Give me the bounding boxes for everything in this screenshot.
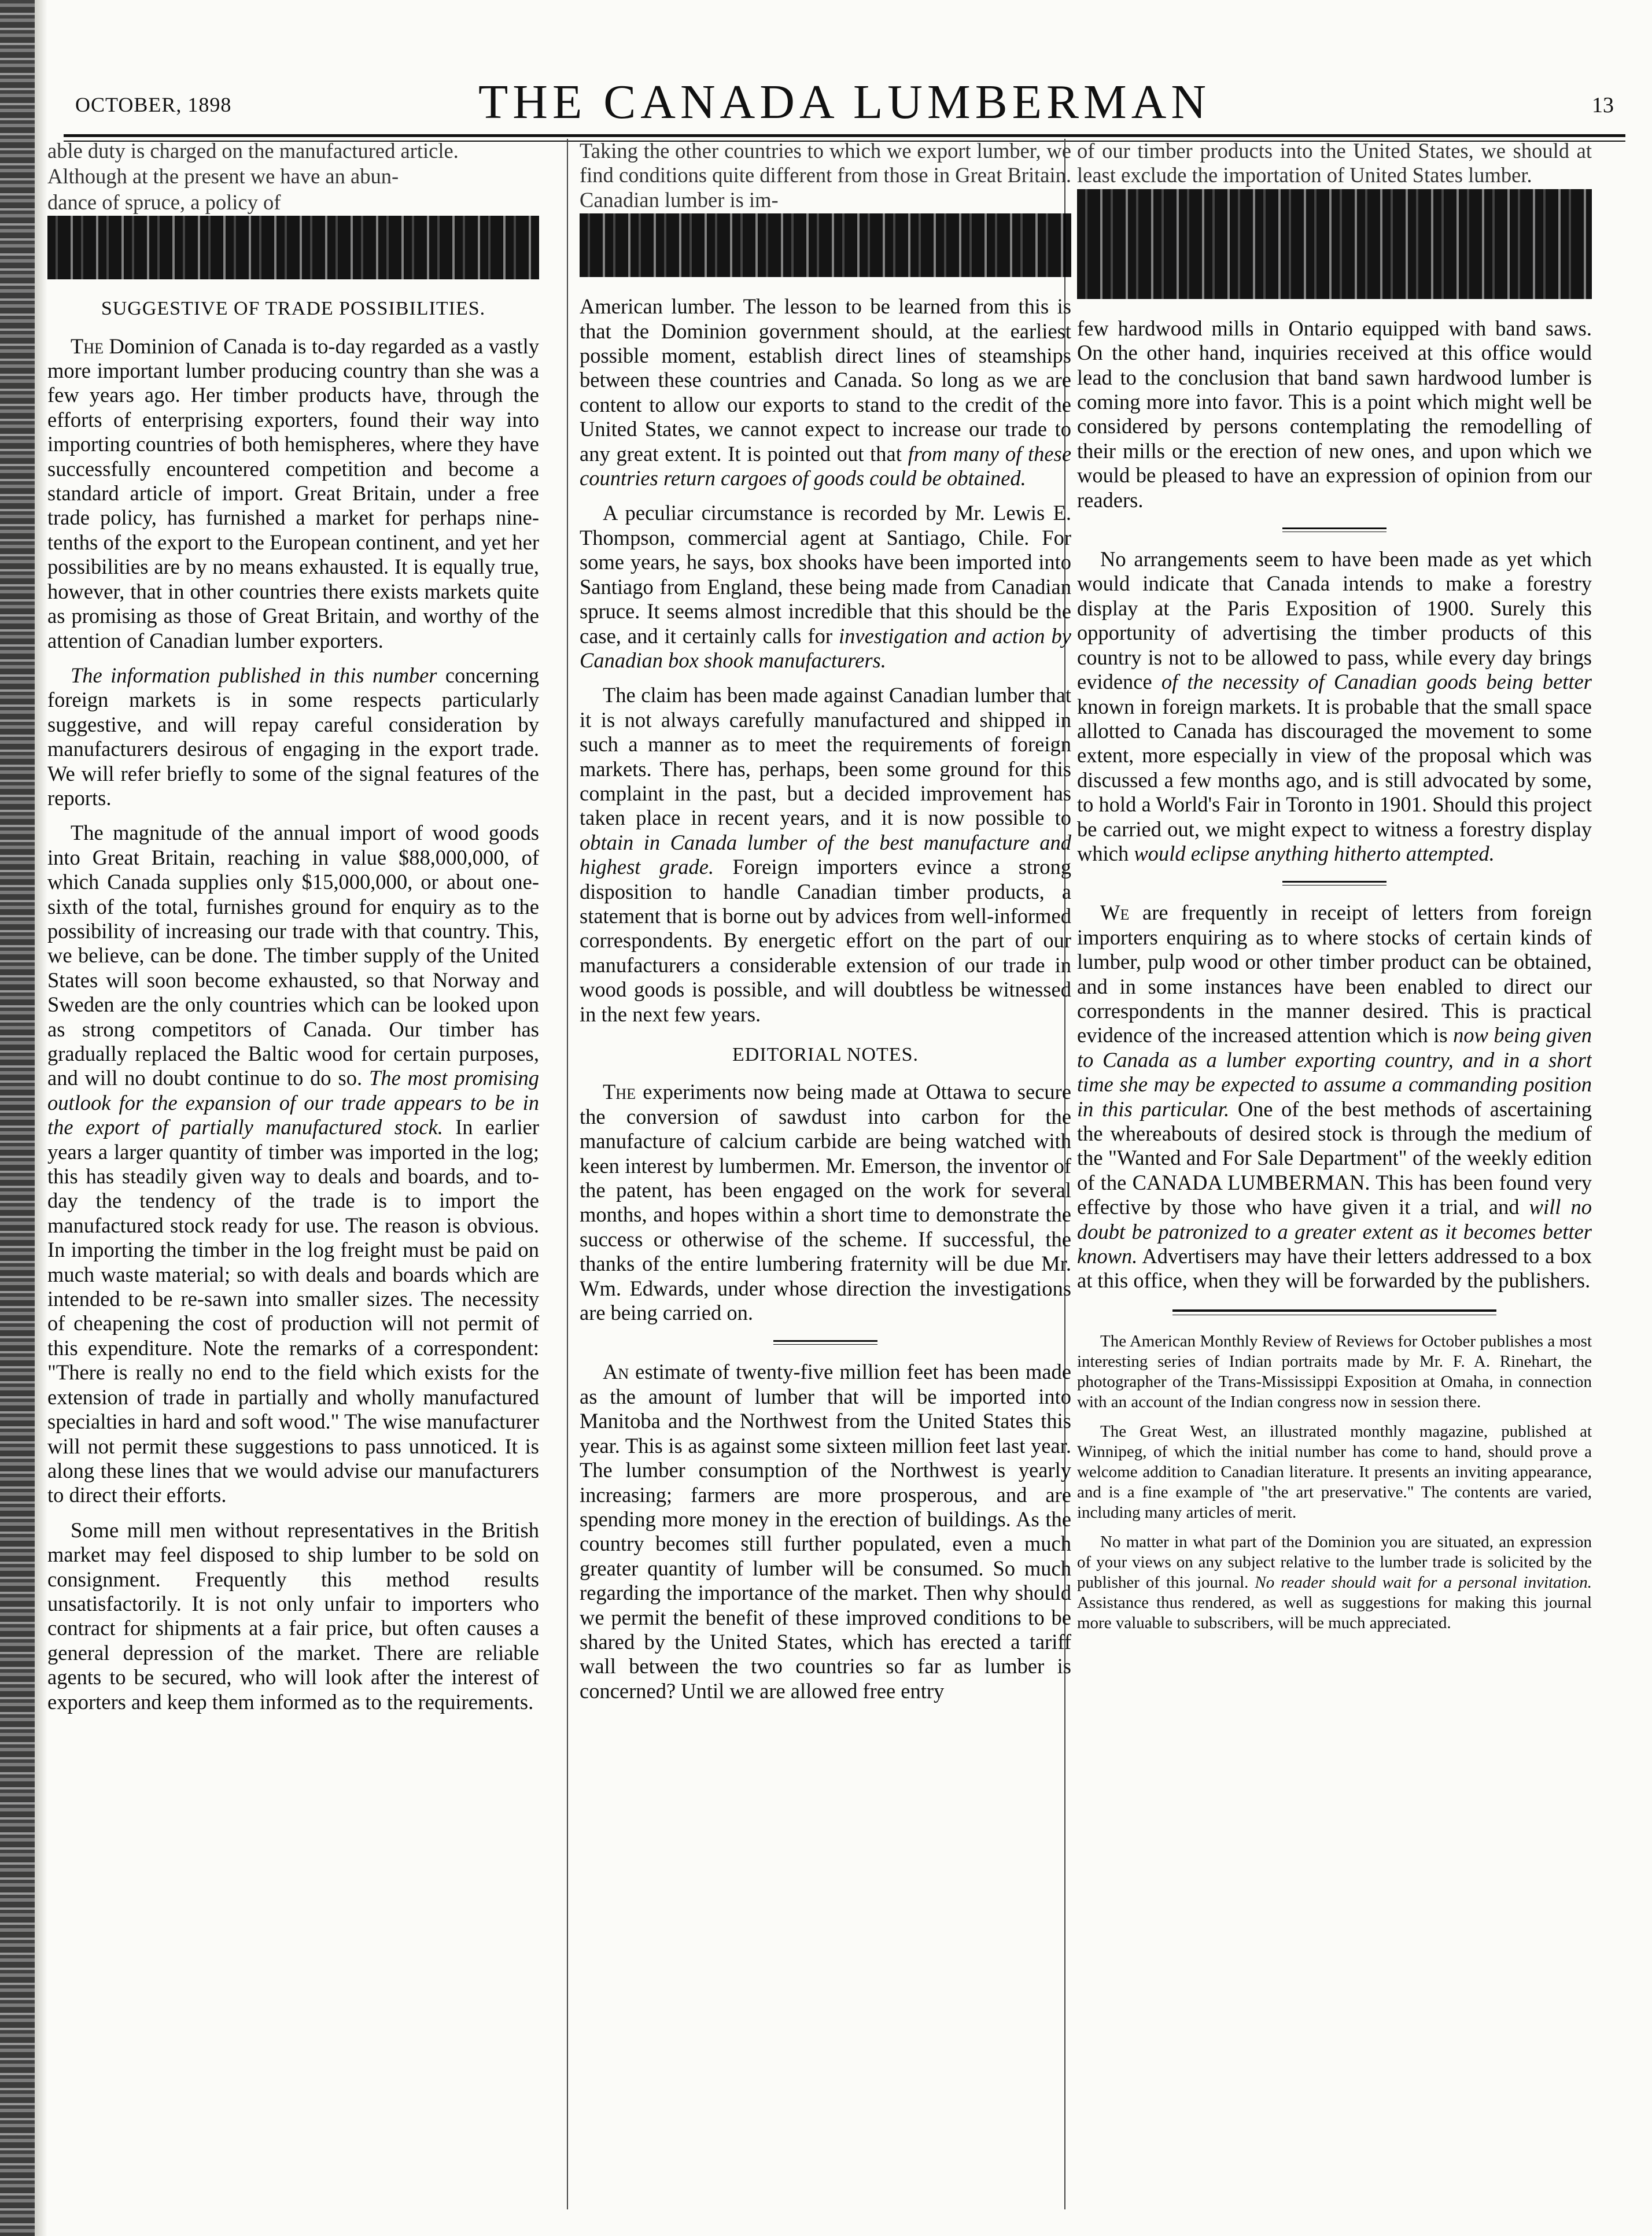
italic-text: obtain in Canada lumber of the best manufacture and highest grade. xyxy=(580,830,1071,879)
page-number: 13 xyxy=(1592,93,1614,117)
italic-text: from many of these countries return cargoes of goods could be obtained. xyxy=(580,441,1071,490)
paragraph xyxy=(47,334,539,653)
binding-shadow xyxy=(35,0,47,2236)
newspaper-title: THE CANADA LUMBERMAN xyxy=(478,75,1211,129)
paragraph-text: The Great West, an illustrated monthly magazine, published at Winnipeg, of which the initial number has come to hand, should prove a welcome addition to Canadian literature. It presents an inviting appearance, and is a fine example of "the art preservative." The contents are varied, including many articles of merit. xyxy=(1077,1422,1592,1522)
section-separator xyxy=(1172,1309,1496,1315)
italic-text: now being given to Canada as a lumber exporting country, and in a short time she may be expected to assume a commanding position in this particular. xyxy=(1077,1023,1592,1121)
continued-fragment: able duty is charged on the manufactured article. xyxy=(47,139,459,163)
section-separator xyxy=(773,1340,877,1345)
column-1 xyxy=(47,139,539,2198)
brief-notes xyxy=(1077,1331,1592,1633)
section-separator xyxy=(1282,881,1387,885)
paragraph-text: One of the best methods of ascertaining the whereabouts of desired stock is through the medium of the "Wanted and For Sale Department" of the weekly edition of the CANADA LUMBERMAN. This has been found very effective by those who have given it a trial, and xyxy=(1077,1097,1592,1219)
continued-fragment: of our timber products into the United States, we should at least exclude the importation of United States lumber. xyxy=(1077,139,1592,187)
italic-text: The information published in this number xyxy=(71,663,437,687)
paragraph xyxy=(1077,547,1592,866)
damaged-print-area xyxy=(580,213,1071,277)
section-title: SUGGESTIVE OF TRADE POSSIBILITIES. xyxy=(101,298,486,320)
issue-date: OCTOBER, 1898 xyxy=(75,93,232,116)
paragraph-text: In earlier years a larger quantity of timber was imported in the log; this has steadily given way to deals and boards, and to-day the tendency of the trade is to import the manufactured stock ready for use. The reason is obvious. In importing the timber in the log freight must be paid on much waste material; so with deals and boards which are intended to be re-sawn into smaller sizes. The necessity of cheapening the cost of production will not permit of this expenditure. Note the remarks of a correspondent: "There is really no end to the field which exists for the extension of trade in partially and wholly manufactured specialties in hard and soft wood." The wise manufacturer will not permit these suggestions to pass unnoticed. It is along these lines that we would advise our manufacturers to direct their efforts. xyxy=(47,1115,539,1507)
paragraph-text: Foreign importers evince a strong disposition to handle Canadian timber products, a statement that is borne out by advices from well-informed correspondents. By energetic effort on the part of our manufacturers a considerable extension of our trade in wood goods is possible, and will doubtless be witnessed in the next few years. xyxy=(580,855,1071,1026)
paragraph-text: Advertisers may have their letters addressed to a box at this office, when they will be forwarded by the publishers. xyxy=(1077,1244,1592,1293)
section-title: EDITORIAL NOTES. xyxy=(732,1044,919,1065)
paragraph-text: experiments now being made at Ottawa to secure the conversion of sawdust into carbon for the manufacture of calcium carbide are being watched with keen interest by lumbermen. Mr. Emerson, the inventor of the patent, has been engaged on the work for several months, and hopes within a short time to demonstrate the success or otherwise of the scheme. If successful, the thanks of the entire lumbering fraternity will be due Mr. Wm. Edwards, under whose direction the investigations are being carried on. xyxy=(580,1080,1071,1325)
paragraph-text: Some mill men without representatives in the British market may feel disposed to ship lumber to be sold on consignment. Frequently this method results unsatisfactorily. It is not only unfair to importers who contract for shipments at a fair price, but often causes a general depression of the market. There are reliable agents to be secured, who will look after the interest of exporters and keep them informed as to the requirements. xyxy=(47,1518,539,1714)
damaged-print-area xyxy=(47,216,539,279)
continued-fragment: Taking the other countries to which we export lumber, we find conditions quite different from those in Great Britain. Canadian lumber is im- xyxy=(580,139,1071,212)
paragraph-text: A peculiar circumstance is recorded by Mr. Lewis E. Thompson, commercial agent at Santiago, Chile. For some years, he says, box shooks have been imported into Santiago from England, these being made from Canadian spruce. It seems almost incredible that this should be the case, and it certainly calls for xyxy=(580,501,1071,648)
paragraph-text: American lumber. The lesson to be learned from this is that the Dominion government should, at the earliest possible moment, establish direct lines of steamships between these countries and Canada. So long as we are content to allow our exports to stand to the credit of the United States, we cannot expect to increase our trade to any great extent. It is pointed out that xyxy=(580,294,1071,466)
lead-word: The xyxy=(603,1080,636,1104)
paragraph-text: estimate of twenty-five million feet has been made as the amount of lumber that will be imported into Manitoba and the Northwest from the United States this year. This is as against some sixteen million feet last year. The lumber consumption of the Northwest is yearly increasing; farmers are more prosperous, and are spending more money in the erection of buildings. As the country becomes still further populated, even a much greater quantity of lumber will be consumed. So much regarding the importance of the market. Then why should we permit the benefit of these improved conditions to be shared by the United States, which has erected a tariff wall between the two countries so far as lumber is concerned? Until we are allowed free entry xyxy=(580,1360,1071,1703)
paragraph xyxy=(580,1360,1071,1703)
damaged-print-area xyxy=(1077,189,1592,299)
lead-word: An xyxy=(603,1360,629,1384)
continued-fragment: dance of spruce, a policy of xyxy=(47,190,281,214)
paragraph-text: Assistance thus rendered, as well as suggestions for making this journal more valuable to subscribers, will be much appreciated. xyxy=(1077,1593,1592,1632)
section-separator xyxy=(1282,527,1387,532)
paragraph-text: The magnitude of the annual import of wood goods into Great Britain, reaching in value $88,000,000, of which Canada supplies only $15,000,000, or about one-sixth of the total, furnishes ground for enquiry as to the possibility of increasing our trade with that country. This, we believe, can be done. The timber supply of the United States will soon become exhausted, so that Norway and Sweden are the only countries which can be looked upon as strong competitors of Canada. Our timber has gradually replaced the Baltic wood for certain purposes, and will no doubt continue to do so. xyxy=(47,821,539,1090)
paragraph xyxy=(580,1080,1071,1325)
paragraph-text: No matter in what part of the Dominion you are situated, an expression of your views on any subject relative to the lumber trade is solicited by the publisher of this journal. xyxy=(1077,1532,1592,1592)
italic-text: will no doubt be patronized to a greater extent as it becomes better known. xyxy=(1077,1195,1592,1268)
italic-text: of the necessity of Canadian goods being better xyxy=(1161,670,1592,694)
paragraph-text: concerning foreign markets is in some respects particularly suggestive, and will repay careful consideration by manufacturers desirous of engaging in the export trade. We will refer briefly to some of the signal features of the reports. xyxy=(47,663,539,810)
column-3 xyxy=(1077,139,1592,2198)
column-divider-1 xyxy=(567,139,568,2209)
paragraph-text: are frequently in receipt of letters from foreign importers enquiring as to where stocks of certain kinds of lumber, pulp wood or other timber product can be obtained, and in some instances have been enabled to direct our correspondents in the manner desired. This is practical evidence of the increased attention which is xyxy=(1077,901,1592,1047)
lead-word: We xyxy=(1100,901,1130,925)
brief-note xyxy=(1077,1331,1592,1412)
italic-text: The most promising outlook for the expansion of our trade appears to be in the export of partially manufactured stock. xyxy=(47,1066,539,1139)
lead-word: The xyxy=(71,334,104,358)
paragraph xyxy=(47,663,539,810)
paragraph xyxy=(1077,901,1592,1293)
italic-text: would eclipse anything hitherto attempted. xyxy=(1134,841,1495,865)
paragraph-text: Dominion of Canada is to-day regarded as a vastly more important lumber producing country than she was a few years ago. Her timber products have, through the efforts of enterprising exporters, found their way into importing countries of both hemispheres, where they have successfully encountered competition and become a standard article of import. Great Britain, under a free trade policy, has furnished a market for perhaps nine-tenths of the export to the European continent, and yet her possibilities are by no means exhausted. It is equally true, however, that in other countries there exists markets quite as promising as those of Great Britain, and worthy of the attention of Canadian lumber exporters. xyxy=(47,334,539,652)
paragraph xyxy=(580,294,1071,490)
paragraph-text: few hardwood mills in Ontario equipped with band saws. On the other hand, inquiries received at this office would lead to the conclusion that band sawn hardwood lumber is coming more into favor. This is a point which might well be considered by persons contemplating the remodelling of their mills or the erection of new ones, and upon which we would be pleased to have an expression of opinion from our readers. xyxy=(1077,316,1592,512)
brief-note xyxy=(1077,1532,1592,1633)
paragraph xyxy=(47,821,539,1507)
column-2 xyxy=(580,139,1071,2198)
continued-fragment: Although at the present we have an abun- xyxy=(47,164,399,189)
masthead xyxy=(64,69,1625,133)
paragraph xyxy=(47,1518,539,1714)
paragraph-text: known in foreign markets. It is probable that the small space allotted to Canada has discouraged the movement to some extent, more especially in view of the proposal which was discussed a few months ago, and is still advocated by some, to hold a World's Fair in Toronto in 1901. Should this project be carried out, we might expect to witness a forestry display which xyxy=(1077,694,1592,865)
brief-note xyxy=(1077,1422,1592,1523)
page-binding-edge xyxy=(0,0,35,2236)
paragraph-text: The American Monthly Review of Reviews for October publishes a most interesting series of Indian portraits made by Mr. F. A. Rinehart, the photographer of the Trans-Mississippi Exposition at Omaha, in connection with an account of the Indian congress now in session there. xyxy=(1077,1331,1592,1411)
paragraph xyxy=(580,501,1071,673)
paragraph xyxy=(580,683,1071,1027)
paragraph-text: No arrangements seem to have been made as yet which would indicate that Canada intends to make a forestry display at the Paris Exposition of 1900. Surely this opportunity of advertising the timber products of this country is not to be allowed to pass, while every day brings evidence xyxy=(1077,547,1592,694)
italic-text: No reader should wait for a personal invitation. xyxy=(1255,1573,1592,1592)
italic-text: investigation and action by Canadian box shook manufacturers. xyxy=(580,623,1071,672)
paragraph xyxy=(1077,316,1592,512)
paragraph-text: The claim has been made against Canadian lumber that it is not always carefully manufactured and shipped in such a manner as to meet the requirements of foreign markets. There has, perhaps, been some ground for this complaint in the past, but a decided improvement has taken place in recent years, and it is now possible to xyxy=(580,683,1071,830)
